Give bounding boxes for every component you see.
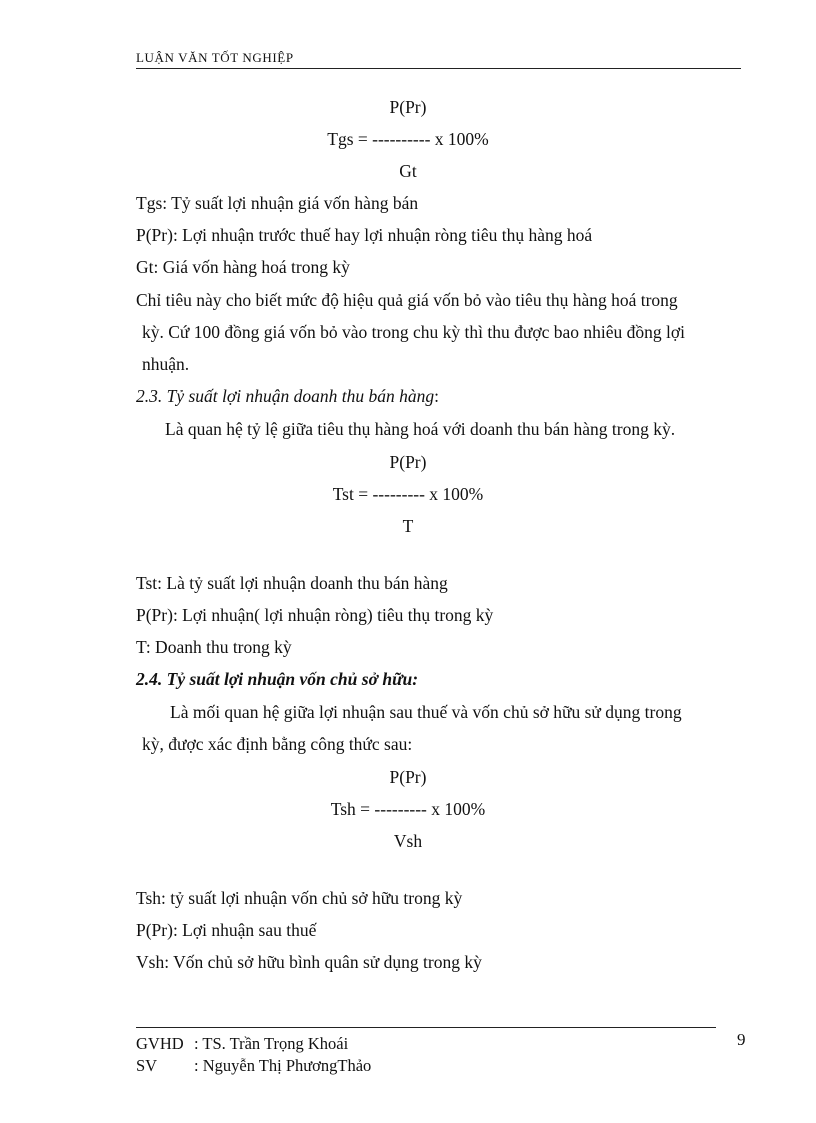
student-name: : Nguyễn Thị PhươngThảo [194, 1056, 372, 1075]
definition-line: Tgs: Tỷ suất lợi nhuận giá vốn hàng bán [136, 193, 419, 213]
formula1-numerator: P(Pr) [389, 97, 427, 117]
definition-line: Gt: Giá vốn hàng hoá trong kỳ [136, 257, 350, 277]
footer-student [136, 1056, 371, 1076]
formula1-expression: Tgs = ---------- x 100% [327, 129, 489, 149]
running-header: LUẬN VĂN TỐT NGHIỆP [136, 50, 741, 69]
definition-line: Vsh: Vốn chủ sở hữu bình quân sử dụng trong kỳ [136, 952, 482, 972]
formula3-numerator: P(Pr) [389, 767, 427, 787]
paragraph-line: kỳ. Cứ 100 đồng giá vốn bỏ vào trong chu kỳ thì thu được bao nhiêu đồng lợi [142, 322, 685, 342]
section-heading-text: 2.3. Tỷ suất lợi nhuận doanh thu bán hàng [136, 386, 435, 406]
formula1-denominator: Gt [399, 161, 417, 181]
paragraph-line: Chỉ tiêu này cho biết mức độ hiệu quả giá vốn bỏ vào tiêu thụ hàng hoá trong [136, 290, 678, 310]
paragraph-line: nhuận. [142, 354, 190, 374]
definition-line: P(Pr): Lợi nhuận( lợi nhuận ròng) tiêu thụ trong kỳ [136, 605, 494, 625]
formula3-denominator: Vsh [393, 831, 423, 851]
formula2-denominator: T [402, 516, 414, 536]
section-intro: Là quan hệ tỷ lệ giữa tiêu thụ hàng hoá với doanh thu bán hàng trong kỳ. [165, 419, 676, 439]
formula3-expression: Tsh = --------- x 100% [330, 799, 486, 819]
formula2-numerator: P(Pr) [389, 452, 427, 472]
definition-line: P(Pr): Lợi nhuận sau thuế [136, 920, 317, 940]
advisor-name: : TS. Trần Trọng Khoái [194, 1034, 349, 1053]
definition-line: Tsh: tỷ suất lợi nhuận vốn chủ sở hữu trong kỳ [136, 888, 463, 908]
page-number: 9 [737, 1030, 746, 1049]
definition-line: T: Doanh thu trong kỳ [136, 637, 292, 657]
definition-line: Tst: Là tỷ suất lợi nhuận doanh thu bán hàng [136, 573, 448, 593]
footer-advisor [136, 1034, 348, 1054]
paragraph-line: Là mối quan hệ giữa lợi nhuận sau thuế và vốn chủ sở hữu sử dụng trong [170, 702, 682, 722]
footer-rule [136, 1027, 716, 1028]
section-heading-2-3 [136, 385, 439, 407]
section-heading-2-4: 2.4. Tỷ suất lợi nhuận vốn chủ sở hữu: [136, 669, 419, 689]
definition-line: P(Pr): Lợi nhuận trước thuế hay lợi nhuận ròng tiêu thụ hàng hoá [136, 225, 593, 245]
formula2-expression: Tst = --------- x 100% [332, 484, 484, 504]
paragraph-line: kỳ, được xác định bằng công thức sau: [142, 734, 413, 754]
student-label: SV [136, 1056, 158, 1075]
section-heading-colon: : [434, 386, 439, 406]
advisor-label: GVHD [136, 1034, 184, 1053]
